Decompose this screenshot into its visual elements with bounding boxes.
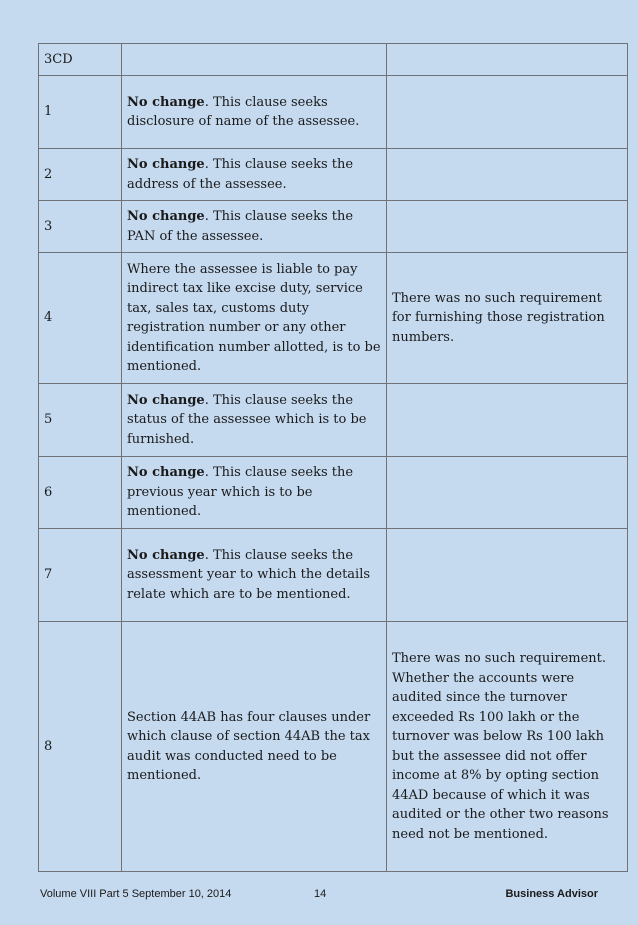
form-label-cell (39, 44, 122, 76)
row-description (122, 201, 387, 253)
row-description (122, 529, 387, 622)
table-row (39, 622, 628, 872)
row-description (122, 457, 387, 529)
table-row (39, 253, 628, 384)
change-status: No change (127, 209, 205, 224)
description-text: . This clause seeks the assessment year to which the details relate which are to be mentioned. (127, 547, 371, 602)
row-number: 3 (39, 201, 122, 253)
change-status: No change (127, 547, 205, 563)
row-description (122, 622, 387, 872)
row-description (122, 76, 387, 149)
row-previous (387, 201, 628, 253)
row-previous: There was no such requirement for furnishing those registration numbers. (387, 253, 628, 384)
header-desc-cell (122, 44, 387, 76)
description-text: . This clause seeks the address of the assessee. (127, 157, 354, 192)
row-number: 7 (39, 529, 122, 622)
footer-publication: Business Advisor (505, 888, 598, 900)
row-description (122, 149, 387, 201)
description-text: . This clause seeks the previous year which is to be mentioned. (127, 465, 354, 520)
description-text: Section 44AB has four clauses under which clause of section 44AB the tax audit was conducted need to be mentioned. (127, 709, 371, 783)
row-previous (387, 149, 628, 201)
row-description (122, 384, 387, 457)
footer-volume: Volume VIII Part 5 September 10, 2014 (40, 888, 232, 900)
clause-comparison-table (38, 43, 628, 872)
table-row (39, 529, 628, 622)
description-text: . This clause seeks the PAN of the assessee. (127, 209, 354, 244)
header-prev-cell (387, 44, 628, 76)
row-number: 4 (39, 253, 122, 384)
row-description (122, 253, 387, 384)
page-footer (40, 888, 598, 904)
change-status: No change (127, 94, 205, 110)
table-row (39, 201, 628, 253)
row-number: 6 (39, 457, 122, 529)
row-previous (387, 76, 628, 149)
table-row (39, 149, 628, 201)
form-label: 3CD (44, 52, 73, 68)
table-row (39, 457, 628, 529)
row-previous (387, 384, 628, 457)
change-status: No change (127, 465, 205, 481)
description-text: . This clause seeks the status of the assessee which is to be furnished. (127, 392, 367, 447)
change-status: No change (127, 157, 205, 172)
row-number: 8 (39, 622, 122, 872)
row-previous (387, 457, 628, 529)
row-number: 1 (39, 76, 122, 149)
change-status: No change (127, 392, 205, 408)
table-row (39, 384, 628, 457)
table-header-row (39, 44, 628, 76)
page-number: 14 (314, 888, 327, 900)
row-number: 5 (39, 384, 122, 457)
description-text: . This clause seeks disclosure of name of the assessee. (127, 94, 360, 129)
description-text: Where the assessee is liable to pay indirect tax like excise duty, service tax, sales tax, customs duty registration number or any other identification number allotted, is to be mentioned. (127, 261, 381, 374)
row-previous: There was no such requirement. Whether the accounts were audited since the turnover exceeded Rs 100 lakh or the turnover was below Rs 100 lakh but the assessee did not offer income at 8% by opting section 44AD because of which it was audited or the other two reasons need not be mentioned. (387, 622, 628, 872)
row-previous (387, 529, 628, 622)
row-number: 2 (39, 149, 122, 201)
table-row (39, 76, 628, 149)
